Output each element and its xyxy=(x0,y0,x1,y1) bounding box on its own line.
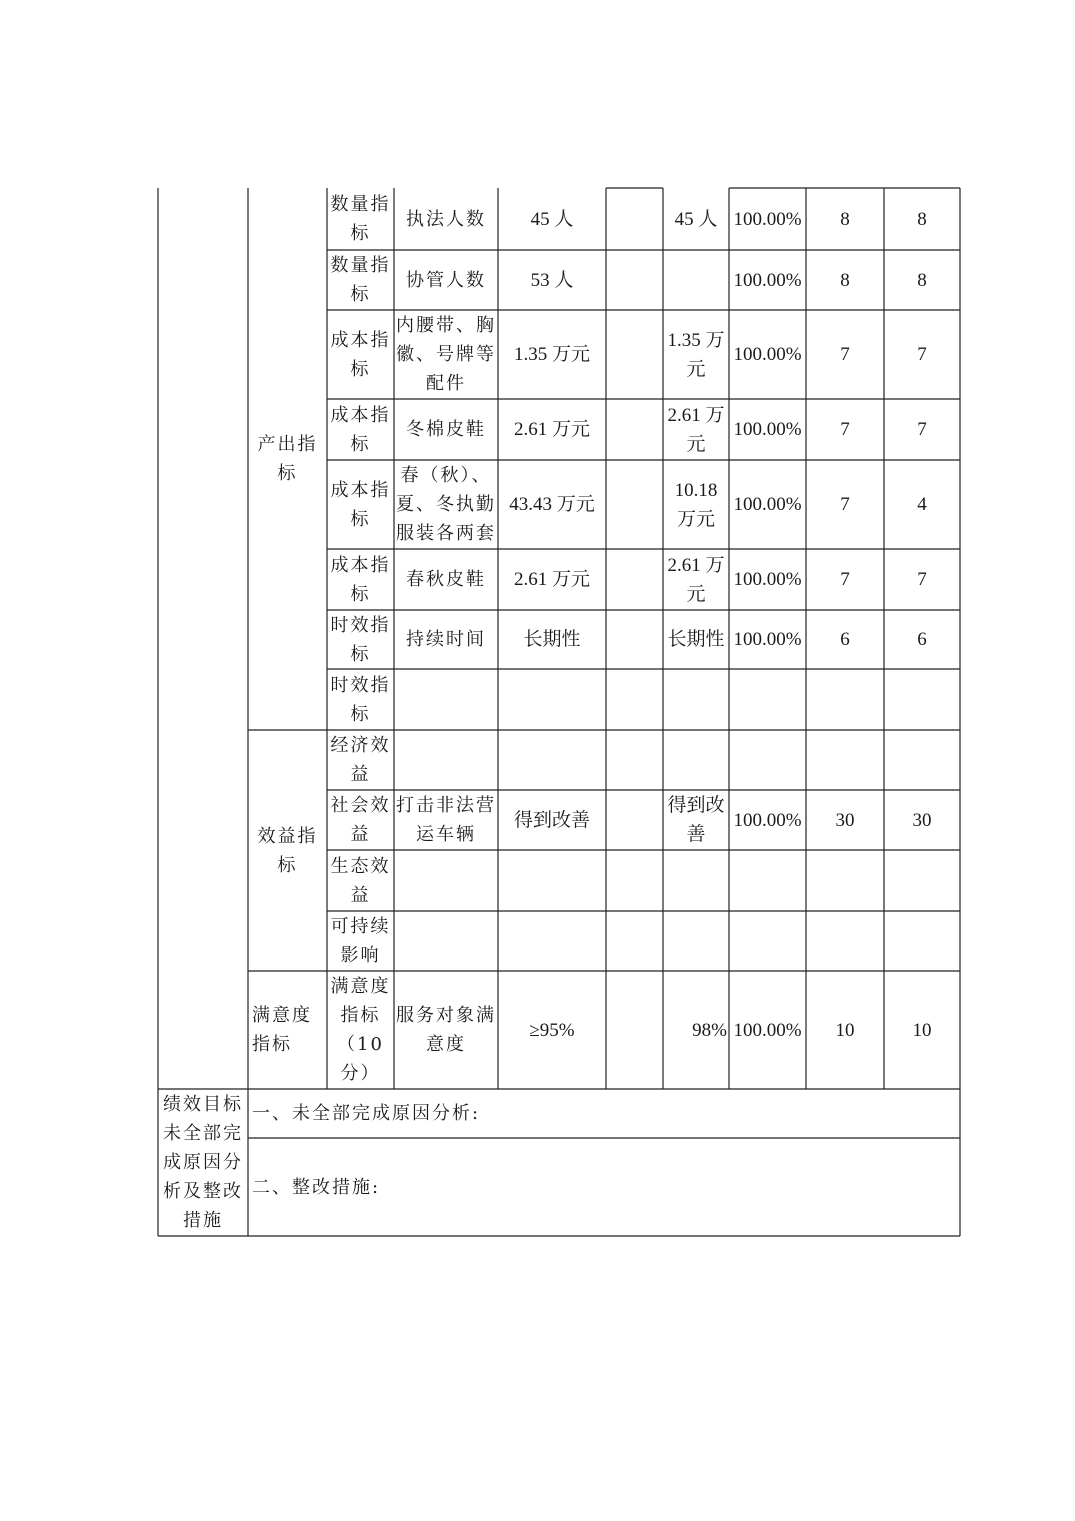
analysis-measures-line: 二、整改措施: xyxy=(252,1176,381,1198)
actual-value xyxy=(663,250,729,310)
completion-rate: 100.00% xyxy=(733,419,802,440)
indicator-item: 服务对象满 意度 xyxy=(396,1005,496,1055)
level1-output-label: 产出指 标 xyxy=(257,434,318,484)
weight-score xyxy=(806,850,884,911)
indicator-category: 满意度 指标 （10 分） xyxy=(330,976,391,1084)
weight-score: 8 xyxy=(840,208,850,230)
annual-target: 43.43 万元 xyxy=(509,494,595,515)
weight-score: 7 xyxy=(840,494,850,515)
actual-score xyxy=(884,850,960,911)
actual-value: 2.61 万 元 xyxy=(667,554,725,605)
actual-score: 8 xyxy=(917,269,927,291)
annual-target xyxy=(498,730,606,790)
actual-score xyxy=(884,911,960,971)
level1-satisfaction-label: 满意度 指标 xyxy=(252,1005,312,1055)
actual-score: 4 xyxy=(917,494,927,515)
indicator-category: 生态效 益 xyxy=(330,855,391,906)
indicator-item xyxy=(394,911,498,971)
weight-score xyxy=(806,911,884,971)
completion-rate: 100.00% xyxy=(733,629,802,650)
completion-rate xyxy=(729,730,806,790)
level1-benefit-label: 效益指 标 xyxy=(257,825,318,876)
actual-score: 30 xyxy=(912,809,932,831)
indicator-category: 社会效 益 xyxy=(330,795,391,845)
analysis-reason-line: 一、未全部完成原因分析: xyxy=(252,1103,481,1124)
indicator-category: 成本指 标 xyxy=(330,554,391,605)
indicator-item: 协管人数 xyxy=(406,269,486,291)
actual-score xyxy=(884,730,960,790)
indicator-category: 数量指 标 xyxy=(330,194,391,244)
annual-target xyxy=(498,850,606,911)
actual-score xyxy=(884,669,960,730)
weight-score: 30 xyxy=(835,809,855,831)
indicator-item: 冬棉皮鞋 xyxy=(406,419,486,440)
annual-target: ≥95% xyxy=(529,1019,575,1041)
indicator-category: 成本指 标 xyxy=(330,479,391,530)
actual-value: 长期性 xyxy=(667,629,725,650)
indicator-item xyxy=(394,669,498,730)
annual-target xyxy=(498,669,606,730)
actual-score: 7 xyxy=(917,419,927,440)
annual-target xyxy=(498,911,606,971)
actual-value: 得到改 善 xyxy=(667,795,725,845)
annual-target: 2.61 万元 xyxy=(513,419,590,440)
completion-rate: 100.00% xyxy=(733,269,802,291)
actual-score: 7 xyxy=(917,344,927,365)
completion-rate: 100.00% xyxy=(733,494,802,515)
indicator-category: 成本指 标 xyxy=(330,329,391,380)
indicator-category: 可持续 影响 xyxy=(330,916,391,966)
indicator-category: 时效指 标 xyxy=(330,614,391,665)
weight-score: 7 xyxy=(840,419,850,440)
annual-target: 45 人 xyxy=(530,208,574,230)
actual-score: 6 xyxy=(917,629,927,650)
actual-value xyxy=(663,850,729,911)
actual-value: 98% xyxy=(692,1019,727,1041)
completion-rate: 100.00% xyxy=(733,809,802,831)
annual-target: 长期性 xyxy=(523,629,581,650)
indicator-item: 持续时间 xyxy=(406,629,486,650)
completion-rate: 100.00% xyxy=(733,208,802,230)
indicator-item xyxy=(394,850,498,911)
analysis-label: 绩效目标 未全部完 成原因分 析及整改 措施 xyxy=(163,1094,243,1231)
completion-rate xyxy=(729,850,806,911)
weight-score xyxy=(806,730,884,790)
indicator-item: 春（秋）、 夏、冬执勤 服装各两套 xyxy=(396,465,496,544)
actual-value: 45 人 xyxy=(674,208,718,230)
indicator-item: 内腰带、胸 徽、号牌等 配件 xyxy=(396,315,496,394)
indicator-category: 数量指 标 xyxy=(330,255,391,305)
actual-value: 10.18 万元 xyxy=(674,479,718,530)
actual-value xyxy=(663,911,729,971)
indicator-item: 执法人数 xyxy=(406,208,486,230)
annual-target: 2.61 万元 xyxy=(513,569,590,590)
actual-score: 10 xyxy=(912,1019,932,1041)
weight-score: 6 xyxy=(840,629,850,650)
completion-rate: 100.00% xyxy=(733,1019,802,1041)
actual-value: 1.35 万 元 xyxy=(667,329,725,380)
indicator-category: 时效指 标 xyxy=(330,674,391,725)
actual-value xyxy=(663,730,729,790)
actual-value xyxy=(663,669,729,730)
annual-target: 53 人 xyxy=(530,269,574,291)
completion-rate xyxy=(729,669,806,730)
weight-score xyxy=(806,669,884,730)
weight-score: 7 xyxy=(840,344,850,365)
completion-rate xyxy=(729,911,806,971)
annual-target: 1.35 万元 xyxy=(513,344,590,365)
weight-score: 10 xyxy=(835,1019,855,1041)
annual-target: 得到改善 xyxy=(513,809,590,831)
completion-rate: 100.00% xyxy=(733,569,802,590)
indicator-item: 春秋皮鞋 xyxy=(406,569,486,590)
actual-score: 7 xyxy=(917,569,927,590)
indicator-category: 成本指 标 xyxy=(330,404,391,455)
actual-score: 8 xyxy=(917,208,927,230)
actual-value: 2.61 万 元 xyxy=(667,404,725,455)
indicator-category: 经济效 益 xyxy=(330,735,391,785)
indicator-item xyxy=(394,730,498,790)
weight-score: 8 xyxy=(840,269,850,291)
weight-score: 7 xyxy=(840,569,850,590)
indicator-item: 打击非法营 运车辆 xyxy=(396,795,496,845)
completion-rate: 100.00% xyxy=(733,344,802,365)
